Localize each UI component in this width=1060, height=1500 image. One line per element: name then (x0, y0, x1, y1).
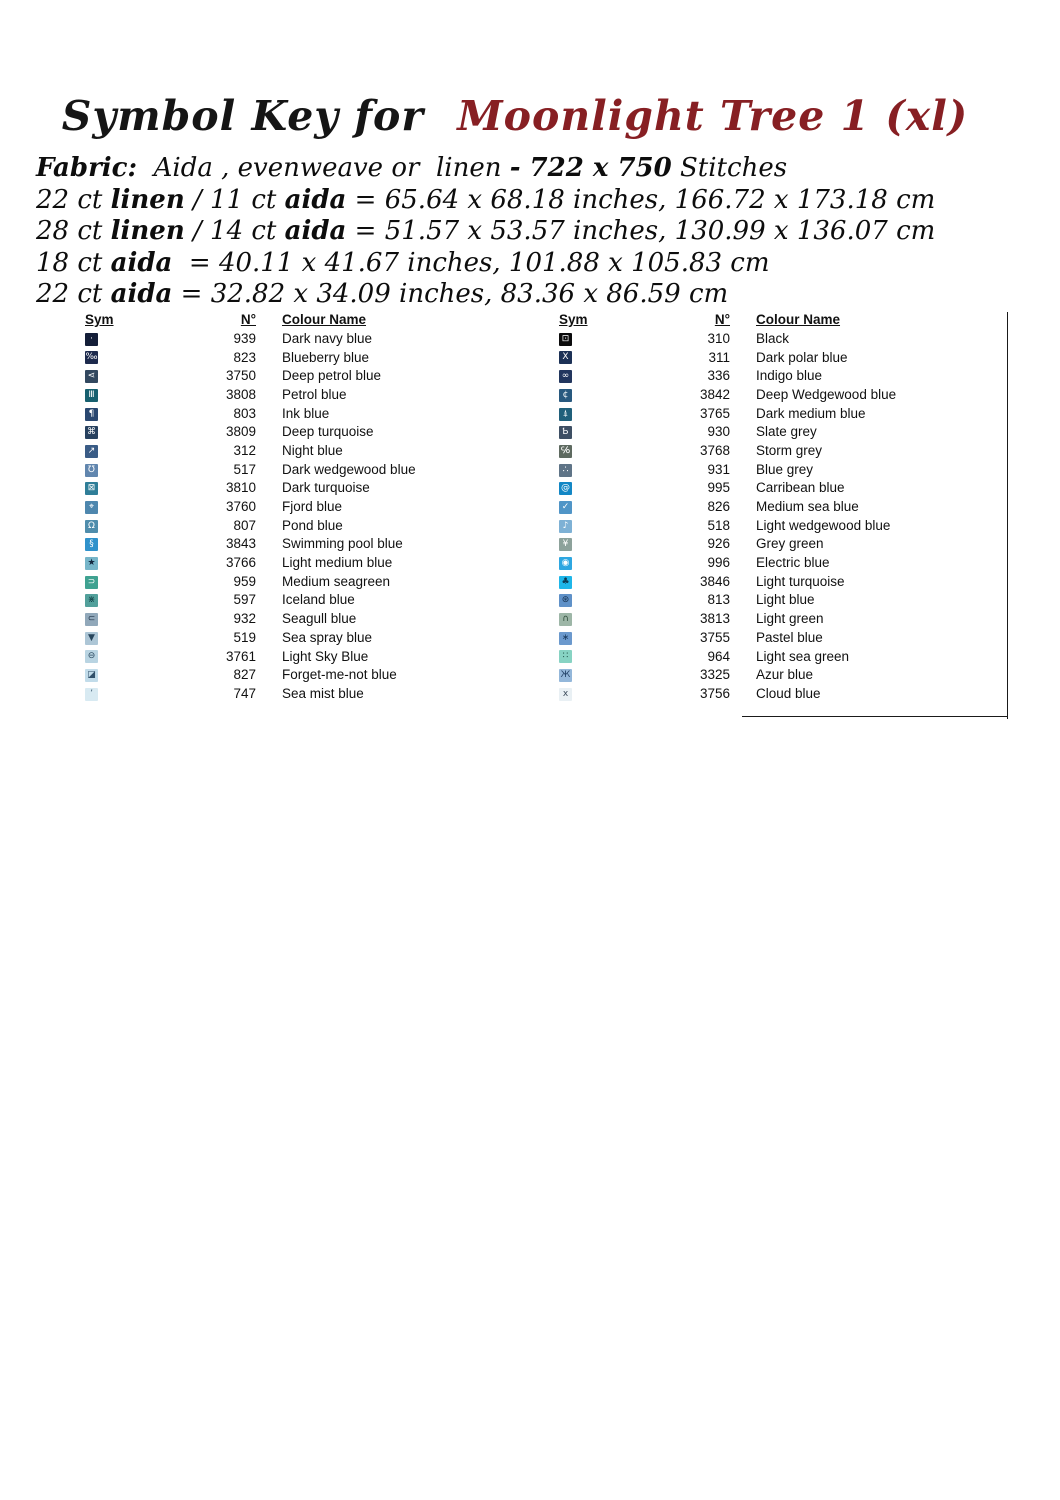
colour-name: Light turquoise (756, 573, 845, 589)
colour-name: Iceland blue (282, 592, 355, 608)
floss-number: 959 (233, 573, 256, 589)
stitch-symbol-icon: ♪ (559, 520, 572, 533)
table-row (78, 348, 534, 367)
table-row (78, 647, 534, 666)
stitch-symbol-icon: ⊖ (85, 650, 98, 663)
stitch-symbol-icon: ⊛ (559, 594, 572, 607)
floss-number: 3809 (225, 424, 256, 440)
fabric-line: 22 ct aida = 32.82 x 34.09 inches, 83.36 x 86.59 cm (36, 279, 729, 309)
table-row (78, 460, 534, 479)
stitch-symbol-icon: ¢ (559, 389, 572, 402)
table-row (78, 591, 534, 610)
floss-number: 518 (707, 517, 730, 533)
colour-name: Sea spray blue (282, 629, 373, 645)
title-pattern-name: Moonlight Tree 1 (xl) (457, 92, 969, 140)
header-sym: Sym (85, 312, 114, 327)
stitch-symbol-icon: x (559, 688, 572, 701)
floss-number: 930 (707, 424, 730, 440)
table-row (78, 404, 534, 423)
floss-number: 807 (233, 517, 256, 533)
floss-number: 312 (233, 442, 256, 458)
stitch-symbol-icon: ∗ (559, 632, 572, 645)
table-header-row (78, 310, 534, 329)
colour-name: Light sea green (756, 648, 850, 664)
floss-number: 939 (233, 330, 256, 346)
table-row (552, 479, 1008, 498)
table-row (78, 422, 534, 441)
colour-name: Light Sky Blue (282, 648, 369, 664)
fabric-info (36, 153, 1040, 311)
symbol-key-table-left (78, 310, 534, 703)
colour-name: Azur blue (756, 667, 814, 683)
stitch-symbol-icon: ▼ (85, 632, 98, 645)
table-header-row (552, 310, 1008, 329)
floss-number: 926 (707, 536, 730, 552)
colour-name: Dark polar blue (756, 349, 848, 365)
table-row (552, 460, 1008, 479)
colour-name: Blueberry blue (282, 349, 370, 365)
colour-name: Fjord blue (282, 499, 343, 515)
floss-number: 823 (233, 349, 256, 365)
floss-number: 3761 (225, 648, 256, 664)
colour-name: Grey green (756, 536, 824, 552)
floss-number: 3766 (225, 555, 256, 571)
stitch-symbol-icon: ↗ (85, 445, 98, 458)
floss-number: 3750 (225, 368, 256, 384)
table-row (552, 385, 1008, 404)
table-row (78, 535, 534, 554)
colour-name: Sea mist blue (282, 685, 364, 701)
stitch-symbol-icon: ⊡ (559, 333, 572, 346)
stitch-symbol-icon: ’ (85, 688, 98, 701)
table-row (552, 422, 1008, 441)
floss-number: 597 (233, 592, 256, 608)
stitch-symbol-icon: ♣ (559, 576, 572, 589)
floss-number: 996 (707, 555, 730, 571)
stitch-symbol-icon: ∞ (559, 370, 572, 383)
colour-name: Blue grey (756, 461, 814, 477)
table-row (552, 516, 1008, 535)
floss-number: 932 (233, 611, 256, 627)
stitch-symbol-icon: · (85, 333, 98, 346)
table-row (78, 366, 534, 385)
table-row (78, 684, 534, 703)
colour-name: Swimming pool blue (282, 536, 403, 552)
floss-number: 747 (233, 685, 256, 701)
floss-number: 995 (707, 480, 730, 496)
stitch-symbol-icon: ◪ (85, 669, 98, 682)
floss-number: 3842 (699, 386, 730, 402)
floss-number: 336 (707, 368, 730, 384)
floss-number: 3756 (699, 685, 730, 701)
colour-name: Light wedgewood blue (756, 517, 891, 533)
table-row (552, 572, 1008, 591)
stitch-symbol-icon: ⊂ (85, 613, 98, 626)
colour-name: Night blue (282, 442, 343, 458)
table-row (552, 329, 1008, 348)
table-row (552, 366, 1008, 385)
floss-number: 519 (233, 629, 256, 645)
floss-number: 3768 (699, 442, 730, 458)
floss-number: 3810 (225, 480, 256, 496)
floss-number: 3325 (699, 667, 730, 683)
stitch-symbol-icon: ✓ (559, 501, 572, 514)
table-row (78, 329, 534, 348)
floss-number: 827 (233, 667, 256, 683)
table-row (78, 516, 534, 535)
header-sym: Sym (559, 312, 588, 327)
stitch-symbol-icon: ⌘ (87, 427, 96, 438)
header-number: N° (714, 312, 730, 327)
colour-name: Carribean blue (756, 480, 845, 496)
floss-number: 803 (233, 405, 256, 421)
table-row (78, 497, 534, 516)
colour-name: Dark navy blue (282, 330, 373, 346)
stitch-symbol-icon: Ⅲ (85, 389, 98, 402)
colour-name: Deep Wedgewood blue (756, 386, 897, 402)
floss-number: 931 (707, 461, 730, 477)
table-row (552, 609, 1008, 628)
table-row (78, 628, 534, 647)
table-row (552, 535, 1008, 554)
colour-name: Seagull blue (282, 611, 357, 627)
floss-number: 3808 (225, 386, 256, 402)
stitch-symbol-icon: ⊠ (85, 482, 98, 495)
table-row (552, 553, 1008, 572)
colour-name: Petrol blue (282, 386, 347, 402)
stitch-symbol-icon: § (85, 538, 98, 551)
table-row (552, 647, 1008, 666)
table-row (78, 385, 534, 404)
stitch-symbol-icon: ℧ (85, 464, 98, 477)
table-row (552, 628, 1008, 647)
stitch-symbol-icon: ⋖ (85, 370, 98, 383)
floss-number: 311 (708, 349, 730, 365)
stitch-symbol-icon: ℅ (560, 445, 571, 456)
table-row (78, 609, 534, 628)
floss-number: 517 (233, 461, 256, 477)
stitch-symbol-icon: Ж (560, 670, 571, 681)
table-row (552, 591, 1008, 610)
colour-name: Black (756, 330, 790, 346)
floss-number: 310 (707, 330, 730, 346)
stitch-symbol-icon: X (559, 351, 572, 364)
fabric-line: Fabric: Aida , evenweave or linen - 722 x 750 Stitches (36, 153, 788, 183)
stitch-symbol-icon: ⍋ (559, 408, 572, 421)
stitch-symbol-icon: ‰ (85, 352, 98, 363)
table-cell-border-vertical (1007, 312, 1008, 719)
floss-number: 813 (707, 592, 730, 608)
stitch-symbol-icon: ⌖ (85, 501, 98, 514)
floss-number: 3765 (699, 405, 730, 421)
stitch-symbol-icon: ★ (85, 557, 98, 570)
stitch-symbol-icon: ¶ (85, 408, 98, 421)
colour-name: Medium seagreen (282, 573, 391, 589)
floss-number: 3760 (225, 499, 256, 515)
floss-number: 826 (707, 499, 730, 515)
colour-name: Light blue (756, 592, 815, 608)
table-row (552, 404, 1008, 423)
table-row (78, 479, 534, 498)
table-row (552, 441, 1008, 460)
fabric-line: 28 ct linen / 14 ct aida = 51.57 x 53.57 inches, 130.99 x 136.07 cm (36, 216, 936, 246)
stitch-symbol-icon: @ (561, 483, 570, 494)
colour-name: Deep petrol blue (282, 368, 382, 384)
floss-number: 3813 (699, 611, 730, 627)
header-number: N° (240, 312, 256, 327)
colour-name: Electric blue (756, 555, 830, 571)
table-row (78, 553, 534, 572)
colour-name: Forget-me-not blue (282, 667, 397, 683)
colour-name: Dark wedgewood blue (282, 461, 416, 477)
floss-number: 3843 (225, 536, 256, 552)
stitch-symbol-icon: ⊃ (85, 576, 98, 589)
table-row (552, 348, 1008, 367)
stitch-symbol-icon: ∷ (559, 650, 572, 663)
floss-number: 3755 (699, 629, 730, 645)
table-rows (552, 329, 1008, 703)
table-rows (78, 329, 534, 703)
stitch-symbol-icon: ⋇ (85, 594, 98, 607)
colour-name: Cloud blue (756, 685, 821, 701)
colour-name: Dark medium blue (756, 405, 866, 421)
colour-name: Pastel blue (756, 629, 823, 645)
stitch-symbol-icon: ∩ (559, 613, 572, 626)
stitch-symbol-icon: Ω (85, 520, 98, 533)
stitch-symbol-icon: ¥ (559, 538, 572, 551)
colour-name: Indigo blue (756, 368, 823, 384)
table-row (78, 572, 534, 591)
table-row (78, 665, 534, 684)
stitch-symbol-icon: ◉ (559, 557, 572, 570)
table-cell-border-bottom (742, 716, 1008, 717)
colour-name: Deep turquoise (282, 424, 374, 440)
title-prefix: Symbol Key for (61, 92, 424, 140)
stitch-symbol-icon: Ƅ (559, 426, 572, 439)
stitch-symbol-icon: ∴ (559, 464, 572, 477)
floss-number: 3846 (699, 573, 730, 589)
colour-name: Medium sea blue (756, 499, 859, 515)
table-row (552, 497, 1008, 516)
header-colour-name: Colour Name (282, 312, 367, 327)
header-colour-name: Colour Name (756, 312, 841, 327)
floss-number: 964 (707, 648, 730, 664)
fabric-line: 18 ct aida = 40.11 x 41.67 inches, 101.88 x 105.83 cm (36, 247, 770, 278)
table-row (552, 684, 1008, 703)
table-row (78, 441, 534, 460)
page-title (0, 92, 1030, 140)
colour-name: Storm grey (756, 442, 823, 458)
colour-name: Pond blue (282, 517, 343, 533)
colour-name: Light green (756, 611, 824, 627)
colour-name: Ink blue (282, 405, 330, 421)
symbol-key-table-right (552, 310, 1008, 703)
fabric-line: 22 ct linen / 11 ct aida = 65.64 x 68.18 inches, 166.72 x 173.18 cm (36, 184, 936, 215)
colour-name: Dark turquoise (282, 480, 370, 496)
colour-name: Light medium blue (282, 555, 393, 571)
table-row (552, 665, 1008, 684)
colour-name: Slate grey (756, 424, 817, 440)
